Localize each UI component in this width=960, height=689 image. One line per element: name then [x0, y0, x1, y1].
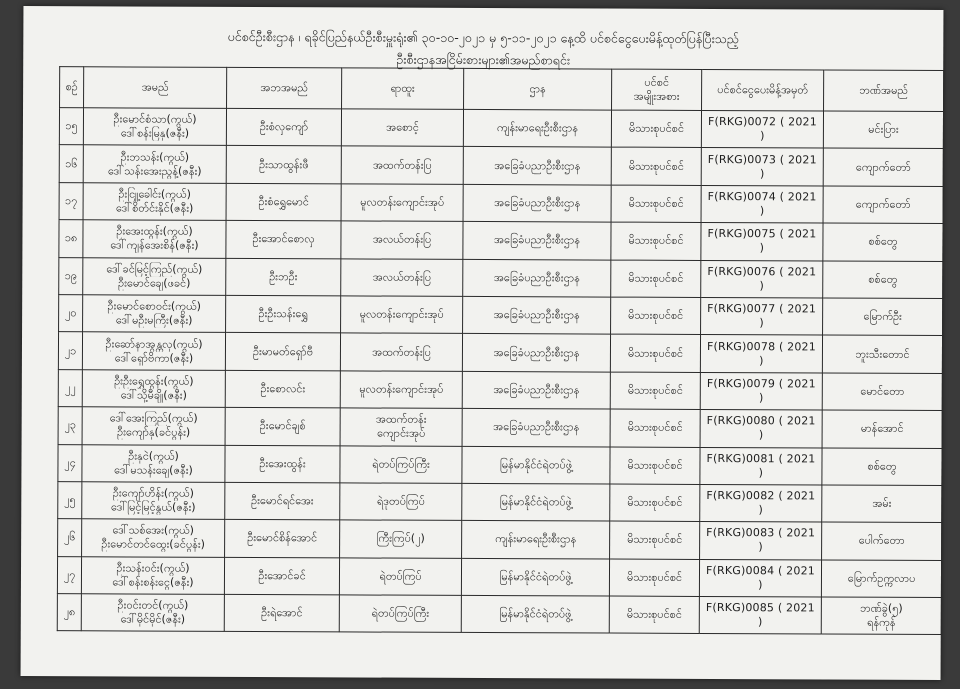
beneficiary-name: ဒေါ်မြင့်မြင့်နွယ်(ဇနီး): [110, 500, 196, 514]
father-name: ဦးမောင်စိန်အောင်: [225, 520, 340, 558]
permit-number: F(RKG)0080 ( 2021 ): [700, 410, 822, 448]
deceased-name: ဒေါ်သစ်အေး(ကွယ်): [112, 523, 194, 538]
department: အခြေခံပညာဦးစီးဌာန: [462, 334, 610, 372]
department: အခြေခံပညာဦးစီးဌာန: [462, 409, 610, 447]
pension-type: မိသားစုပင်စင်: [609, 596, 699, 634]
department: အခြေခံပညာဦးစီးဌာန: [463, 184, 611, 222]
permit-number: F(RKG)0079 ( 2021 ): [700, 372, 822, 410]
position: ကြီးကြပ်(၂): [340, 520, 462, 558]
position: အလယ်တန်းပြ: [341, 221, 463, 259]
department: အခြေခံပညာဦးစီးဌာန: [462, 371, 610, 409]
serial-number: ၂၆: [58, 519, 82, 556]
beneficiary-name: ဒေါ်ရှော်ဗိကာ(ဇနီး): [114, 350, 194, 365]
serial-number: ၂၂: [58, 369, 82, 406]
position: မူလတန်းကျောင်းအုပ်: [341, 296, 463, 334]
table-row: [59, 108, 943, 149]
father-name: ဦးအောင်ခင်: [224, 557, 339, 595]
position: အစောင့်: [341, 109, 463, 147]
position: ရဲဒုတပ်ကြပ်: [340, 483, 462, 521]
father-name: ဦးစံရွှေမောင်: [226, 183, 341, 221]
beneficiary-name: ဒေါ်မသန်းချေ(ဇနီး): [114, 463, 193, 477]
pension-type: မိသားစုပင်စင်: [611, 260, 701, 298]
table-row: [59, 295, 943, 336]
position: အထက်တန်း ကျောင်းအုပ်: [340, 408, 462, 446]
serial-number: ၂၅: [58, 482, 82, 519]
serial-number: ၂၈: [57, 594, 81, 631]
table-body: [57, 108, 943, 635]
pension-type: မိသားစုပင်စင်: [610, 409, 700, 447]
column-header-name: အမည်: [84, 67, 227, 109]
department: မြန်မာနိုင်ငံရဲတပ်ဖွဲ့: [462, 483, 610, 521]
deceased-name: ဒေါ်အေးကြည်(ကွယ်): [109, 411, 198, 426]
department: အခြေခံပညာဦးစီးဌာန: [463, 296, 611, 334]
beneficiary-name: ဒေါ်သန်းအေးညွန့်(ဇနီး): [107, 163, 202, 178]
deceased-name: ဦးအေးထွန်း(ကွယ်): [116, 224, 193, 239]
pension-type: မိသားစုပင်စင်: [609, 559, 699, 597]
serial-number: ၂၀: [59, 295, 83, 332]
pension-type: မိသားစုပင်စင်: [611, 110, 701, 148]
permit-number: F(RKG)0085 ( 2021 ): [699, 597, 821, 635]
father-name: ဦးအေးထွန်း: [225, 445, 340, 483]
pension-register-table: [57, 66, 944, 635]
table-row: [58, 369, 942, 410]
pensioner-names: [83, 145, 226, 183]
position: ရဲတပ်ကြပ်ကြီး: [340, 445, 462, 483]
father-name: ဦးစောလင်း: [225, 370, 340, 408]
pensioner-names: [83, 183, 226, 221]
serial-number: ၁၇: [59, 182, 83, 219]
pensioner-names: [82, 482, 225, 520]
pensioner-names: [82, 519, 225, 557]
deceased-name: ဦးမောင်စံသာ(ကွယ်): [113, 112, 197, 126]
document-title-line1: ပင်စင်ဦးစီးဌာန ၊ ရခိုင်ပြည်နယ်ဦးစီးမှူးရုံး၏ ၃၀-၁၀-၂၀၂၁ မှ ၅-၁၁-၂၀၂၁ နေ့ထိ ပင်စင်ငွေပေးမိန့်ထုတ်ပြန်ပြီးသည့်: [227, 28, 739, 47]
beneficiary-name: ဒေါ်စန်းမြနှ(ဇနီး): [120, 126, 190, 140]
table-row: [59, 220, 943, 261]
beneficiary-name: ဦးကျော်နု(ခင်ပွန်း): [116, 425, 191, 440]
father-name: ဦးသာထွန်းဖီ: [226, 146, 341, 184]
deceased-name: ဦးဦးရွှေထွန်း(ကွယ်): [114, 374, 194, 388]
father-name: ဦးဘဦး: [226, 258, 341, 296]
department: အခြေခံပညာဦးစီးဌာန: [463, 147, 611, 185]
pensioner-names: [82, 369, 225, 407]
serial-number: ၂၃: [58, 407, 82, 444]
serial-number: ၁၅: [59, 108, 83, 145]
father-name: ဦးစံလှကျော်: [226, 108, 341, 146]
position: ရဲတပ်ကြပ်: [339, 558, 461, 596]
beneficiary-name: ဒေါ်မဦးမကြီး(ဇနီး): [115, 313, 193, 327]
serial-number: ၂၁: [58, 332, 82, 369]
beneficiary-name: ဒေါ်သို့မီချို(ဇနီး): [120, 388, 187, 402]
beneficiary-name: ဒေါ်ကျန်အေးစိန်(ဇနီး): [110, 238, 199, 253]
pensioner-names: [82, 332, 225, 370]
beneficiary-name: ဦးမောင်ချေ(ဖခင်): [118, 276, 191, 290]
bank-name: စစ်တွေ: [823, 223, 943, 261]
table-row: [58, 482, 942, 523]
permit-number: F(RKG)0082 ( 2021 ): [700, 484, 822, 522]
father-name: ဦးမောင်ရင်အေး: [225, 482, 340, 520]
column-header-bank: ဘဏ်အမည်: [824, 70, 944, 112]
department: ကျန်းမာရေးဦးစီးဌာန: [462, 521, 610, 559]
table-row: [59, 145, 943, 186]
table-row: [59, 182, 943, 223]
bank-name: ကျောက်တော်: [823, 186, 943, 224]
position: အထက်တန်းပြ: [340, 333, 462, 371]
permit-number: F(RKG)0077 ( 2021 ): [701, 297, 823, 335]
bank-name: မာန်အောင်: [822, 410, 942, 448]
pensioner-names: [83, 257, 226, 295]
permit-number: F(RKG)0078 ( 2021 ): [700, 335, 822, 373]
serial-number: ၁၆: [59, 145, 83, 182]
beneficiary-name: ဒေါ်စိတ်င်းနိုင်(ဇနီး): [115, 201, 194, 215]
column-header-permit-number: ပင်စင်ငွေပေးမိန့်အမှတ်: [702, 69, 824, 111]
pension-type: မိသားစုပင်စင်: [610, 334, 700, 372]
bank-name: မောင်တော: [822, 373, 942, 411]
position: ရဲတပ်ကြပ်ကြီး: [339, 595, 461, 633]
department: အခြေခံပညာဦးစီးဌာန: [463, 259, 611, 297]
table-row: [58, 407, 942, 448]
bank-name: ပေါက်တော: [822, 522, 942, 560]
position: မူလတန်းကျောင်းအုပ်: [341, 184, 463, 222]
beneficiary-name: ဦးမောင်တင်ထွေး(ခင်ပွန်း): [101, 537, 205, 552]
permit-number: F(RKG)0072 ( 2021 ): [701, 110, 823, 148]
father-name: ဦးရဲအောင်: [224, 594, 339, 632]
permit-number: F(RKG)0074 ( 2021 ): [701, 185, 823, 223]
father-name: ဦးမာမတ်ရှော်ဗီ: [225, 333, 340, 371]
deceased-name: ဦးနုငဲ(ကွယ်): [128, 449, 179, 463]
column-header-position: ရာထူး: [342, 68, 464, 110]
permit-number: F(RKG)0073 ( 2021 ): [701, 148, 823, 186]
pensioner-names: [81, 594, 224, 632]
position: အထက်တန်းပြ: [341, 146, 463, 184]
column-header-serial: စဉ်: [60, 67, 84, 108]
pensioner-names: [82, 407, 225, 445]
bank-name: စစ်တွေ: [822, 448, 942, 486]
deceased-name: ဦးဘသန်း(ကွယ်): [120, 149, 190, 164]
table-row: [57, 556, 941, 597]
department: မြန်မာနိုင်ငံရဲတပ်ဖွဲ့: [461, 558, 609, 596]
father-name: ဦးဦးသန်းရွှေ: [226, 295, 341, 333]
bank-name: မင်းပြား: [823, 111, 943, 149]
pension-type: မိသားစုပင်စင်: [611, 297, 701, 335]
table-row: [59, 257, 943, 298]
position: အလယ်တန်းပြ: [341, 258, 463, 296]
serial-number: ၁၉: [59, 257, 83, 294]
bank-name: မြောက်ဦး: [823, 298, 943, 336]
permit-number: F(RKG)0075 ( 2021 ): [701, 223, 823, 261]
bank-name: စစ်တွေ: [823, 261, 943, 299]
pensioner-names: [81, 556, 224, 594]
department: ကျန်းမာရေးဦးစီးဌာန: [463, 109, 611, 147]
deceased-name: ဦးဝင်းတင်(ကွယ်): [117, 598, 189, 612]
father-name: ဦးမောင်ချစ်: [225, 408, 340, 446]
bank-name: ဘူးသီးတောင်: [822, 335, 942, 373]
bank-name: မြောက်ဥက္ကလာပ: [821, 560, 941, 598]
serial-number: ၁၈: [59, 220, 83, 257]
position: မူလတန်းကျောင်းအုပ်: [340, 371, 462, 409]
beneficiary-name: ဒေါ်စန်းစန်းငွေ(ဇနီး): [112, 575, 194, 589]
table-row: [58, 444, 942, 485]
table-row: [57, 594, 941, 635]
permit-number: F(RKG)0076 ( 2021 ): [701, 260, 823, 298]
deceased-name: ဒေါ်ခင်မြင့်ကြည်(ကွယ်): [106, 262, 203, 276]
pension-type: မိသားစုပင်စင်: [611, 185, 701, 223]
document-title-line2: ဦးစီးဌာနအငြိမ်းစားများ၏အမည်စာရင်း: [396, 51, 571, 68]
column-header-department: ဌာန: [464, 68, 612, 110]
serial-number: ၂၄: [58, 444, 82, 481]
bank-name: ဘဏ်ခွဲ(၅) ရန်ကုန်: [821, 597, 941, 635]
pension-type: မိသားစုပင်စင်: [610, 372, 700, 410]
table-row: [58, 519, 942, 560]
department: အခြေခံပညာဦးစီးဌာန: [463, 222, 611, 260]
pension-type: မိသားစုပင်စင်: [610, 447, 700, 485]
deceased-name: ဦးမောင်စောဝင်း(ကွယ်): [107, 299, 201, 313]
pensioner-names: [82, 444, 225, 482]
table-row: [58, 332, 942, 373]
department: မြန်မာနိုင်ငံရဲတပ်ဖွဲ့: [462, 446, 610, 484]
pension-type: မိသားစုပင်စင်: [611, 147, 701, 185]
deceased-name: ဦးသန်းဝင်း(ကွယ်): [116, 561, 190, 575]
beneficiary-name: ဒေါ်မိုင်မိုင်(ဇနီး): [120, 612, 186, 626]
bank-name: ကျောက်တော်: [823, 148, 943, 186]
deceased-name: ဦးငြူ့ခေါင်း(ကွယ်): [118, 187, 191, 201]
column-header-father-name: အဘအမည်: [227, 67, 342, 109]
permit-number: F(RKG)0081 ( 2021 ): [700, 447, 822, 485]
pension-type: မိသားစုပင်စင်: [611, 222, 701, 260]
pension-type: မိသားစုပင်စင်: [610, 484, 700, 522]
pensioner-names: [83, 295, 226, 333]
pensioner-names: [83, 108, 226, 146]
permit-number: F(RKG)0083 ( 2021 ): [700, 522, 822, 560]
column-header-pension-type: ပင်စင် အမျိုးအစား: [612, 69, 702, 110]
bank-name: အမ်း: [822, 485, 942, 523]
pension-type: မိသားစုပင်စင်: [610, 521, 700, 559]
department: မြန်မာနိုင်ငံရဲတပ်ဖွဲ့: [461, 595, 609, 633]
serial-number: ၂၇: [57, 556, 81, 593]
deceased-name: ဦးကျော်ဟိန်း(ကွယ်): [112, 486, 194, 500]
permit-number: F(RKG)0084 ( 2021 ): [699, 559, 821, 597]
deceased-name: ဦးဆော်နာအွန္တလှ(ကွယ်): [105, 336, 203, 351]
father-name: ဦးအောင်စောလှ: [226, 221, 341, 259]
document-sheet: [21, 6, 944, 680]
pensioner-names: [83, 220, 226, 258]
table-header-row: [60, 67, 944, 112]
